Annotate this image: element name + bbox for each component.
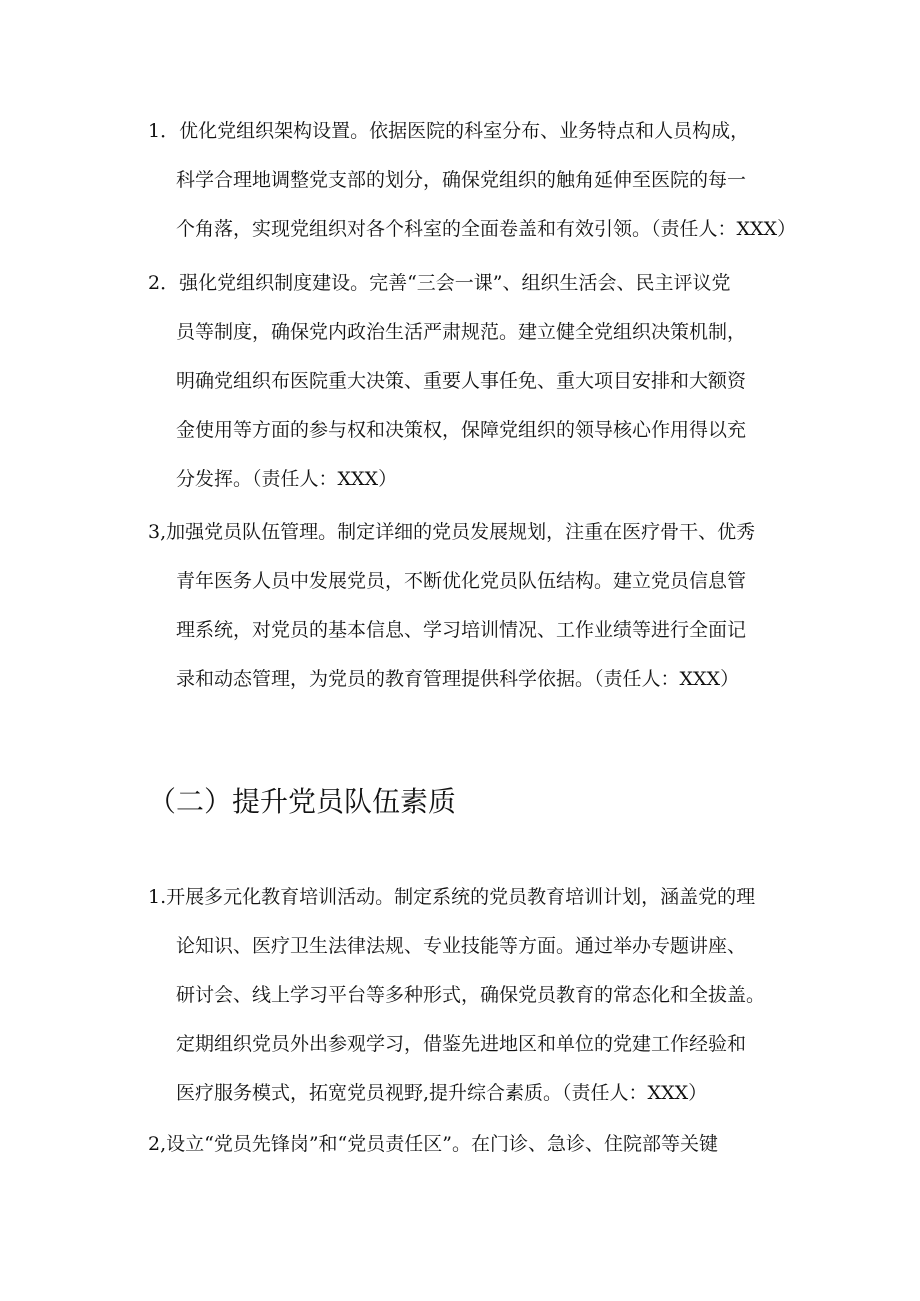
section-heading: （二）提升党员队伍素质 <box>148 785 457 818</box>
text-line: 录和动态管理，为党员的教育管理提供科学依据。（责任人：XXX） <box>176 668 740 690</box>
text-line: 1．优化党组织架构设置。依据医院的科室分布、业务特点和人员构成， <box>148 120 750 142</box>
text-line: 分发挥。（责任人：XXX） <box>176 468 398 490</box>
text-line: 员等制度，确保党内政治生活严肃规范。建立健全党组织决策机制， <box>176 321 747 343</box>
text-line: 明确党组织布医院重大决策、重要人事任免、重大项目安排和大额资 <box>176 370 747 392</box>
list-item-2-2 <box>148 1120 798 1169</box>
text-line: 个角落，实现党组织对各个科室的全面卷盖和有效引领。（责任人：XXX） <box>176 218 797 240</box>
text-line: 1.开展多元化教育培训活动。制定系统的党员教育培训计划，涵盖党的理 <box>148 886 756 908</box>
text-line: 理系统，对党员的基本信息、学习培训情况、工作业绩等进行全面记 <box>176 619 747 641</box>
list-item-1-3 <box>148 508 798 704</box>
text-line: 2,设立“党员先锋岗”和“党员责任区”。在门诊、急诊、住院部等关键 <box>148 1133 718 1155</box>
text-line: 科学合理地调整党支部的划分，确保党组织的触角延伸至医院的每一 <box>176 169 747 191</box>
text-line: 金使用等方面的参与权和决策权，保障党组织的领导核心作用得以充 <box>176 419 747 441</box>
text-line: 青年医务人员中发展党员，不断优化党员队伍结构。建立党员信息管 <box>176 570 747 592</box>
list-item-1-1 <box>148 107 798 254</box>
text-line: 定期组织党员外出参观学习，借鉴先进地区和单位的党建工作经验和 <box>176 1033 747 1055</box>
text-line: 2．强化党组织制度建设。完善“三会一课”、组织生活会、民主评议党 <box>148 272 731 294</box>
text-line: 医疗服务模式，拓宽党员视野,提升综合素质。（责任人：XXX） <box>176 1082 708 1104</box>
list-item-1-2 <box>148 259 798 504</box>
list-item-2-1 <box>148 873 798 1118</box>
text-line: 论知识、医疗卫生法律法规、专业技能等方面。通过举办专题讲座、 <box>176 935 747 957</box>
text-line: 3,加强党员队伍管理。制定详细的党员发展规划，注重在医疗骨干、优秀 <box>148 521 756 543</box>
text-line: 研讨会、线上学习平台等多种形式，确保党员教育的常态化和全拔盖。 <box>176 984 766 1006</box>
